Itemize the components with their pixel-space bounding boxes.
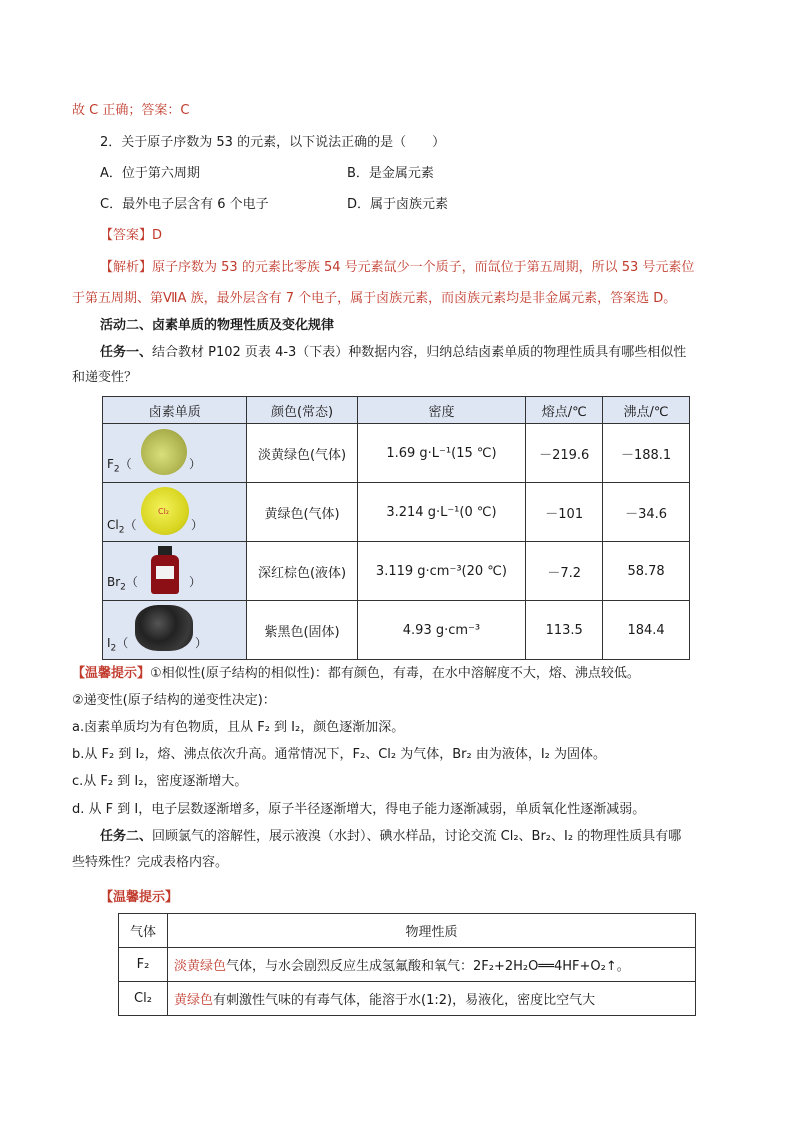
color-cell: 深红棕色(液体) — [247, 542, 357, 601]
property-cell — [168, 948, 696, 982]
gas-cell: Cl₂ — [119, 982, 168, 1016]
task1-text-1: 结合教材 P102 页表 4-3（下表）种数据内容，归纳总结卤素单质的物理性质具有哪些相似性 — [152, 345, 687, 360]
task2-text-1: 回顾氯气的溶解性，展示液溴（水封）、碘水样品，讨论交流 Cl₂、Br₂、I₂ 的物理性质具有哪 — [152, 829, 682, 844]
tips-similarity-text: ①相似性(原子结构的相似性)：都有颜色，有毒，在水中溶解度不大，熔、沸点较低。 — [150, 666, 640, 681]
boiling-point-cell: 184.4 — [603, 601, 690, 660]
color-highlight: 黄绿色 — [174, 993, 214, 1008]
element-label: $F_2$（ — [107, 457, 132, 475]
bromine-bottle-image — [149, 546, 181, 594]
table-row — [103, 424, 690, 483]
tips-point-d: d. 从 F 到 I，电子层数逐渐增多，原子半径逐渐增大，得电子能力逐渐减弱，单质氧化性逐渐减弱。 — [72, 802, 646, 817]
table-row — [119, 982, 696, 1016]
task1-line-1 — [100, 343, 724, 363]
table-header-row — [103, 397, 690, 424]
options-row-2 — [100, 195, 700, 215]
property-text: 有刺激性气味的有毒气体，能溶于水(1:2)，易液化，密度比空气大 — [213, 993, 596, 1008]
element-label: $Cl_2$（ — [107, 518, 137, 536]
density-cell: 3.214 g·L⁻¹(0 ℃) — [357, 483, 526, 542]
table-header-row — [119, 914, 696, 948]
color-cell: 淡黄绿色(气体) — [247, 424, 357, 483]
melting-point-cell: 113.5 — [526, 601, 603, 660]
halogen-properties-table — [102, 396, 690, 660]
option-a: A．位于第六周期 — [100, 166, 200, 181]
tips-point-b: b.从 F₂ 到 I₂，熔、沸点依次升高。通常情况下，F₂、Cl₂ 为气体，Br₂ 由为液体，I₂ 为固体。 — [72, 747, 607, 762]
header-physical-properties: 物理性质 — [168, 914, 696, 948]
color-cell: 黄绿色(气体) — [247, 483, 357, 542]
density-cell: 1.69 g·L⁻¹(15 ℃) — [357, 424, 526, 483]
header-boiling-point: 沸点/℃ — [603, 397, 690, 424]
melting-point-cell: －219.6 — [526, 424, 603, 483]
analysis-tag: 【解析】 — [100, 260, 153, 275]
option-c: C．最外电子层含有 6 个电子 — [100, 197, 269, 212]
header-density: 密度 — [357, 397, 526, 424]
header-melting-point: 熔点/℃ — [526, 397, 603, 424]
task1-line-2: 和递变性？ — [72, 370, 138, 385]
element-cell-f2: $F_2$（ ） — [103, 424, 247, 483]
table-row — [103, 542, 690, 601]
property-cell — [168, 982, 696, 1016]
chlorine-flask-image — [141, 487, 189, 535]
analysis-text-1: 原子序数为 53 的元素比零族 54 号元素氙少一个质子，而氙位于第五周期，所以 53 号元素位 — [152, 260, 695, 275]
answer-tag: 【答案】 — [100, 228, 153, 243]
gas-properties-table — [118, 913, 696, 1016]
task2-line-2: 些特殊性？完成表格内容。 — [72, 855, 229, 870]
tips-tag: 【温馨提示】 — [72, 666, 151, 681]
boiling-point-cell: 58.78 — [603, 542, 690, 601]
tips-point-a: a.卤素单质均为有色物质，且从 F₂ 到 I₂，颜色逐渐加深。 — [72, 720, 405, 735]
table-row — [119, 948, 696, 982]
header-color: 颜色(常态) — [247, 397, 357, 424]
analysis-line-1 — [100, 258, 724, 278]
tips-point-c: c.从 F₂ 到 I₂，密度逐渐增大。 — [72, 774, 248, 789]
previous-answer-line: 故 C 正确；答案：C — [72, 103, 190, 118]
question-stem: 2．关于原子序数为 53 的元素，以下说法正确的是（ ） — [100, 135, 446, 150]
table-row — [103, 483, 690, 542]
element-cell-br2: $Br_2$（ ） — [103, 542, 247, 601]
color-highlight: 淡黄绿色 — [174, 959, 227, 974]
element-cell-cl2: Cl₂ $Cl_2$（ ） — [103, 483, 247, 542]
boiling-point-cell: －34.6 — [603, 483, 690, 542]
tips-similarity — [72, 664, 724, 684]
element-label: $I_2$（ — [107, 636, 129, 654]
analysis-line-2: 于第五周期、第ⅦA 族，最外层含有 7 个电子，属于卤族元素，而卤族元素均是非金属元素，答案选 D。 — [72, 291, 677, 306]
boiling-point-cell: －188.1 — [603, 424, 690, 483]
melting-point-cell: －101 — [526, 483, 603, 542]
element-label: $Br_2$（ — [107, 575, 138, 593]
task2-line-1 — [100, 827, 724, 847]
task2-title: 任务二、 — [100, 829, 153, 844]
gas-cell: F₂ — [119, 948, 168, 982]
option-b: B．是金属元素 — [347, 166, 434, 181]
element-cell-i2: $I_2$（ ） — [103, 601, 247, 660]
activity-heading: 活动二、卤素单质的物理性质及变化规律 — [100, 318, 335, 333]
answer-line — [100, 226, 724, 246]
header-element: 卤素单质 — [103, 397, 247, 424]
tips-gradient: ②递变性(原子结构的递变性决定)： — [72, 693, 276, 708]
density-cell: 4.93 g·cm⁻³ — [357, 601, 526, 660]
iodine-crystals-image — [135, 605, 193, 651]
options-row-1 — [100, 164, 700, 184]
flask-label: Cl₂ — [158, 507, 170, 516]
tips2-tag: 【温馨提示】 — [100, 890, 179, 905]
answer-value: D — [152, 228, 163, 243]
table-row — [103, 601, 690, 660]
header-gas: 气体 — [119, 914, 168, 948]
density-cell: 3.119 g·cm⁻³(20 ℃) — [357, 542, 526, 601]
task1-title: 任务一、 — [100, 345, 153, 360]
property-text: 气体，与水会剧烈反应生成氢氟酸和氧气：2F₂+2H₂O══4HF+O₂↑。 — [226, 959, 630, 974]
melting-point-cell: －7.2 — [526, 542, 603, 601]
option-d: D．属于卤族元素 — [347, 197, 449, 212]
fluorine-flask-image — [141, 429, 187, 475]
color-cell: 紫黑色(固体) — [247, 601, 357, 660]
